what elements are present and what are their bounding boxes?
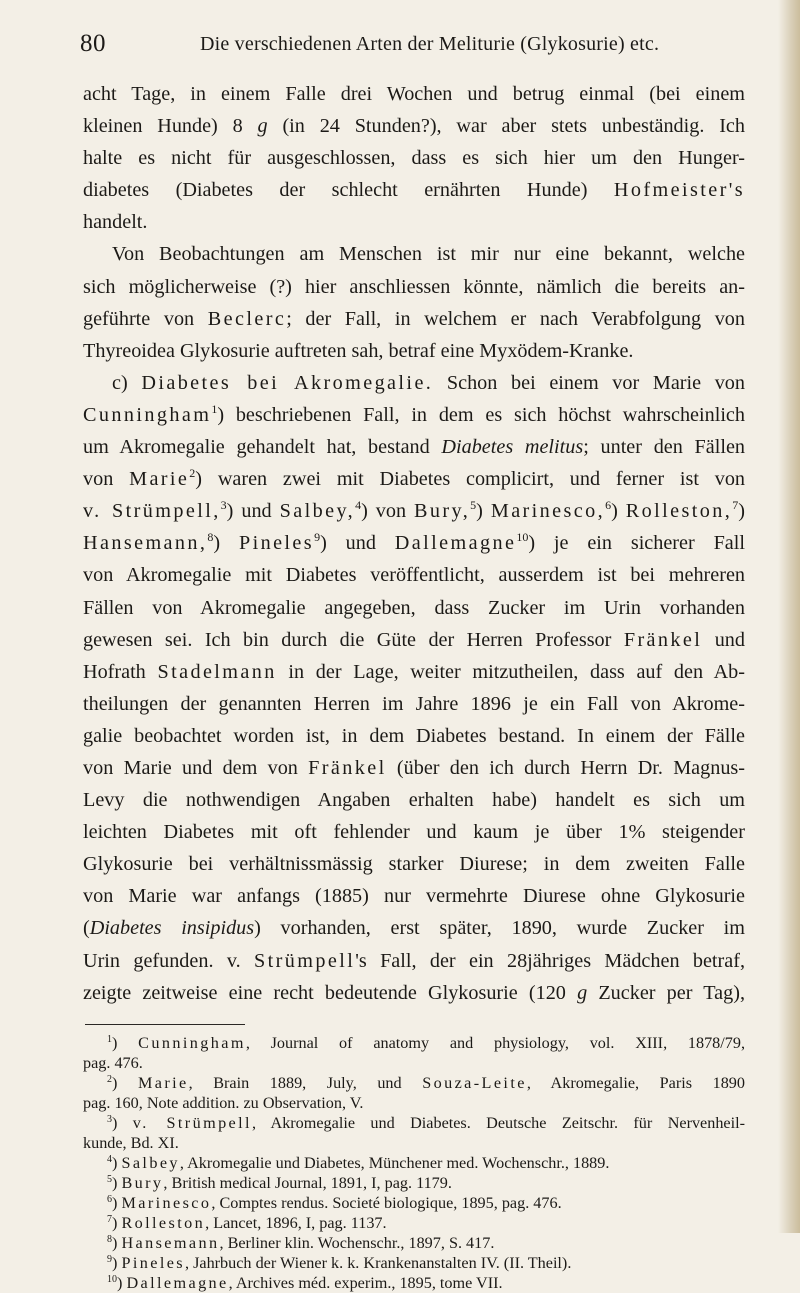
footnote: $^{10}$) Dallemagne, Archives méd. experim., 1895, tome VII.: [107, 1274, 503, 1292]
author-name: Fränkel: [623, 628, 703, 651]
footnote-continuation: pag. 160, Note addition. zu Observation, V.: [83, 1094, 364, 1112]
text-line: handelt.: [83, 211, 148, 234]
author-name: Hofmeister's: [613, 179, 745, 202]
text-line: von Marie$^2$) waren zwei mit Diabetes complicirt, und ferner ist von: [83, 466, 746, 491]
text-line: theilungen der genannten Herren im Jahre 1896 je ein Fall von Akrome-: [83, 692, 745, 715]
text-line: leichten Diabetes mit oft fehlender und kaum je über 1% steigender: [83, 821, 745, 844]
footnote: $^9$) Pineles, Jahrbuch der Wiener k. k. Krankenanstalten IV. (II. Theil).: [107, 1254, 572, 1272]
text-line: Cunningham$^1$) beschriebenen Fall, in dem es sich höchst wahrscheinlich: [83, 401, 745, 426]
text-line: Hofrath Stadelmann in der Lage, weiter mitzutheilen, dass auf den Ab-: [83, 660, 745, 683]
text-line: von Marie und dem von Fränkel (über den ich durch Herrn Dr. Magnus-: [83, 756, 745, 779]
text-line: kleinen Hunde) 8 g (in 24 Stunden?), war aber stets unbeständig. Ich: [83, 115, 745, 138]
section-heading: Diabetes bei Akromegalie.: [141, 371, 434, 394]
text-line: Hansemann,$^8$) Pineles$^9$) und Dallemagne$^{10}$) je ein sicherer Fall: [83, 530, 745, 555]
text-line: (Diabetes insipidus) vorhanden, erst später, 1890, wurde Zucker im: [83, 917, 745, 940]
author-name: Cunningham: [83, 403, 212, 426]
footnotes: [83, 1033, 745, 1293]
text-line: galie beobachtet worden ist, in dem Diabetes bestand. In einem der Fälle: [83, 724, 745, 747]
footnote-continuation: pag. 476.: [83, 1054, 143, 1072]
text-line: um Akromegalie gehandelt hat, bestand Diabetes melitus; unter den Fällen: [83, 436, 745, 459]
text-line: Fällen von Akromegalie angegeben, dass Zucker im Urin vorhanden: [83, 596, 745, 619]
text-line: Von Beobachtungen am Menschen ist mir nur eine bekannt, welche: [112, 243, 745, 266]
page-header: [80, 30, 745, 62]
author-name: Stadelmann: [157, 660, 277, 683]
footnote: $^1$) Cunningham, Journal of anatomy and physiology, vol. XIII, 1878/79,: [107, 1034, 745, 1052]
text-line: Levy die nothwendigen Angaben erhalten habe) handelt es sich um: [83, 789, 745, 812]
text-line: Thyreoidea Glykosurie auftreten sah, betraf eine Myxödem-Kranke.: [83, 339, 634, 362]
author-name: Beclerc: [207, 307, 287, 330]
page-edge-shadow: [778, 0, 800, 1233]
footnote: $^5$) Bury, British medical Journal, 1891, I, pag. 1179.: [107, 1174, 452, 1192]
text-line: halte es nicht für ausgeschlossen, dass es sich hier um den Hunger-: [83, 147, 745, 170]
footnote: $^2$) Marie, Brain 1889, July, und Souza-Leite, Akromegalie, Paris 1890: [107, 1074, 745, 1092]
text-line: von Akromegalie mit Diabetes veröffentlicht, ausserdem ist bei mehreren: [83, 564, 745, 587]
text-line: von Marie war anfangs (1885) nur vermehrte Diurese ohne Glykosurie: [83, 885, 745, 908]
footnote: $^3$) v. Strümpell, Akromegalie und Diabetes. Deutsche Zeitschr. für Nervenheil-: [107, 1114, 745, 1132]
text-line: sich möglicherweise (?) hier anschliessen könnte, nämlich die bereits an-: [83, 275, 745, 298]
footnote: $^6$) Marinesco, Comptes rendus. Societé biologique, 1895, pag. 476.: [107, 1194, 562, 1212]
section-heading-line: c) Diabetes bei Akromegalie. Schon bei einem vor Marie von: [112, 371, 745, 394]
text-line: Glykosurie bei verhältnissmässig starker Diurese; in dem zweiten Falle: [83, 853, 745, 876]
text-line: diabetes (Diabetes der schlecht ernährten Hunde) Hofmeister's: [83, 179, 745, 202]
text-line: gewesen sei. Ich bin durch die Güte der Herren Professor Fränkel und: [83, 628, 745, 651]
page-number: 80: [80, 30, 106, 57]
text-line: zeigte zeitweise eine recht bedeutende Glykosurie (120 g Zucker per Tag),: [83, 981, 745, 1004]
footnote: $^8$) Hansemann, Berliner klin. Wochenschr., 1897, S. 417.: [107, 1234, 495, 1252]
text-line: acht Tage, in einem Falle drei Wochen und betrug einmal (bei einem: [83, 83, 745, 105]
author-name: Marie: [129, 468, 190, 491]
text-line: v. Strümpell,$^3$) und Salbey,$^4$) von Bury,$^5$) Marinesco,$^6$) Rolleston,$^7$): [83, 498, 745, 523]
footnote-divider: [85, 1024, 245, 1025]
footnote-continuation: kunde, Bd. XI.: [83, 1134, 179, 1152]
running-title: Die verschiedenen Arten der Meliturie (Glykosurie) etc.: [200, 33, 660, 55]
text-line: geführte von Beclerc; der Fall, in welchem er nach Verabfolgung von: [83, 307, 745, 330]
body-text: [83, 78, 745, 1009]
text-line: Urin gefunden. v. Strümpell's Fall, der ein 28jähriges Mädchen betraf,: [83, 949, 745, 972]
footnote: $^7$) Rolleston, Lancet, 1896, I, pag. 1137.: [107, 1214, 387, 1232]
author-name: Strümpell: [254, 949, 356, 972]
footnote: $^4$) Salbey, Akromegalie und Diabetes, Münchener med. Wochenschr., 1889.: [107, 1154, 610, 1172]
